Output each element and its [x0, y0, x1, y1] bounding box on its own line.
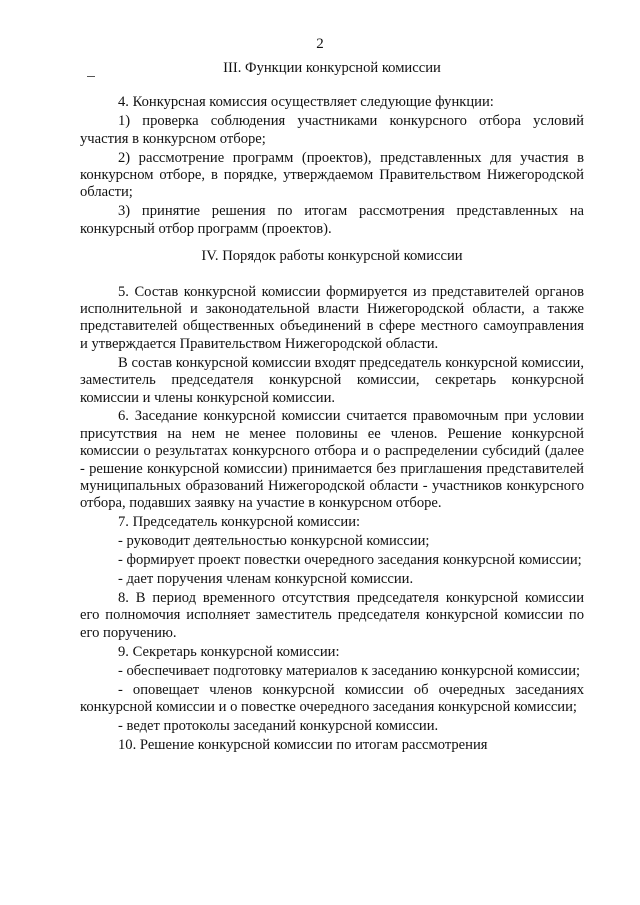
paragraph: - ведет протоколы заседаний конкурсной комиссии.	[118, 717, 439, 734]
paragraph: - руководит деятельностью конкурсной комиссии;	[118, 533, 430, 550]
paragraph: 8. В период временного отсутствия председателя конкурсной комиссии его полномочия исполняет заместитель председателя конкурсной комиссии по его поручению.	[80, 589, 584, 641]
paragraph: - оповещает членов конкурсной комиссии об очередных заседаниях конкурсной комиссии и о повестке очередного заседания конкурсной комиссии;	[80, 681, 584, 715]
paragraph: 4. Конкурсная комиссия осуществляет следующие функции:	[118, 94, 494, 111]
paragraph: - дает поручения членам конкурсной комиссии.	[118, 571, 414, 588]
section-3-paragraphs	[80, 94, 584, 238]
section-4-paragraphs	[80, 284, 584, 755]
paragraph: 9. Секретарь конкурсной комиссии:	[118, 643, 340, 660]
section-heading-3: III. Функции конкурсной комиссии	[223, 60, 441, 76]
paragraph: - обеспечивает подготовку материалов к заседанию конкурсной комиссии;	[118, 662, 581, 679]
paragraph: 3) принятие решения по итогам рассмотрения представленных на конкурсный отбор программ (проектов).	[80, 203, 584, 237]
section-heading-4: IV. Порядок работы конкурсной комиссии	[201, 248, 463, 265]
paragraph: 1) проверка соблюдения участниками конкурсного отбора условий участия в конкурсном отборе;	[80, 113, 584, 147]
document-body	[80, 60, 584, 756]
paragraph: 2) рассмотрение программ (проектов), представленных для участия в конкурсном отборе, в порядке, утверждаемом Правительством Нижегородской области;	[80, 149, 584, 201]
page-number: 2	[316, 36, 324, 52]
paragraph: 6. Заседание конкурсной комиссии считается правомочным при условии присутствия на нем не менее половины ее членов. Решение конкурсной комиссии о результатах конкурсного отбора и о распределении субсидий (далее - решение конкурсной комиссии) принимается без приглашения представителей муниципальных образований Нижегородской области - участников конкурсного отбора, подавших заявку на участие в конкурсном отборе.	[80, 408, 584, 512]
paragraph: В состав конкурсной комиссии входят председатель конкурсной комиссии, заместитель председателя конкурсной комиссии, секретарь конкурсной комиссии и члены конкурсной комиссии.	[80, 354, 584, 406]
paragraph: - формирует проект повестки очередного заседания конкурсной комиссии;	[118, 552, 582, 569]
paragraph: 10. Решение конкурсной комиссии по итогам рассмотрения	[118, 736, 488, 753]
paragraph: 7. Председатель конкурсной комиссии:	[118, 514, 361, 531]
paragraph: 5. Состав конкурсной комиссии формируется из представителей органов исполнительной и законодательной власти Нижегородской области, а также представителей общественных объединений в сфере местного самоуправления и утверждается Правительством Нижегородской области.	[80, 283, 584, 352]
